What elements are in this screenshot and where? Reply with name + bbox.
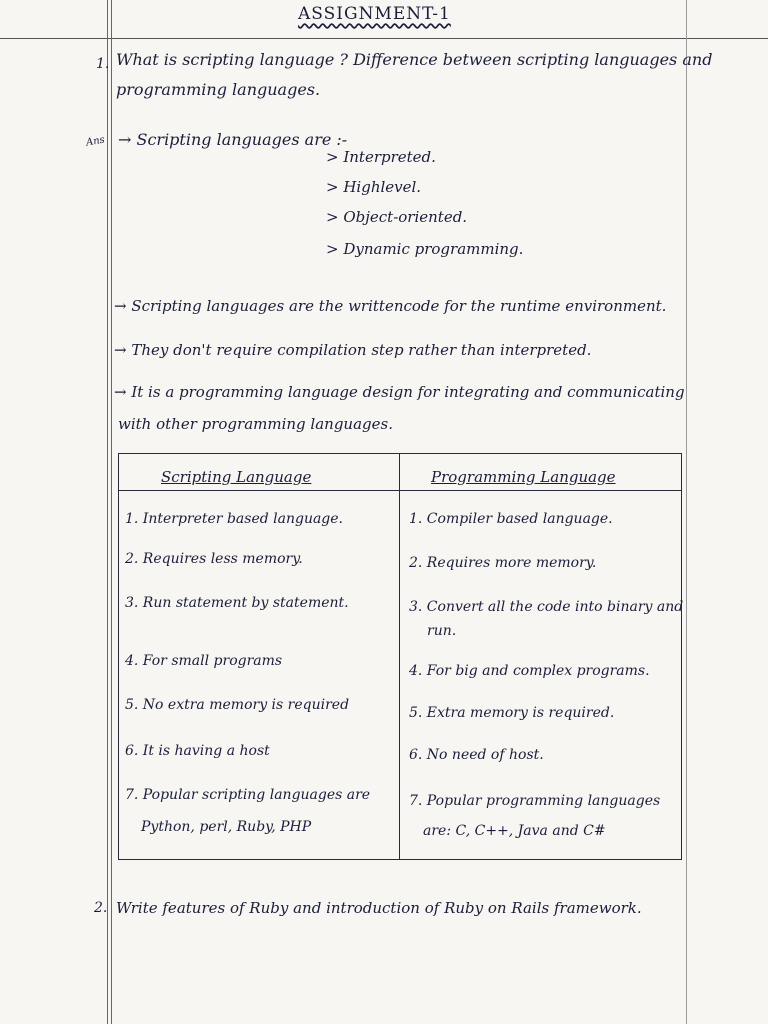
point-2: → They don't require compilation step rather than interpreted. — [114, 341, 592, 359]
bullet-interpreted: > Interpreted. — [326, 148, 436, 166]
intro-line: → Scripting languages are :- — [118, 130, 348, 149]
left-row-1: 1. Interpreter based language. — [125, 511, 344, 527]
table-column-divider — [399, 454, 400, 859]
right-row-7: 7. Popular programming languages — [409, 793, 661, 809]
bullet-highlevel: > Highlevel. — [326, 178, 422, 196]
header-scripting: Scripting Language — [161, 468, 312, 486]
question-1-line-1: What is scripting language ? Difference between scripting languages and — [116, 50, 713, 69]
right-row-2: 2. Requires more memory. — [409, 555, 597, 571]
question-1-line-2: programming languages. — [116, 80, 321, 99]
table-header-divider — [119, 490, 681, 491]
point-3: → It is a programming language design for integrating and communicating — [114, 383, 685, 401]
left-row-7-continued: Python, perl, Ruby, PHP — [141, 819, 312, 835]
left-row-2: 2. Requires less memory. — [125, 551, 303, 567]
left-row-5: 5. No extra memory is required — [125, 697, 350, 713]
question-2-number: 2. — [94, 900, 108, 916]
point-1: → Scripting languages are the writtencode for the runtime environment. — [114, 297, 667, 315]
left-row-4: 4. For small programs — [125, 653, 283, 669]
top-rule — [0, 38, 768, 39]
left-row-3: 3. Run statement by statement. — [125, 595, 349, 611]
right-row-1: 1. Compiler based language. — [409, 511, 613, 527]
question-1-number: 1. — [96, 56, 110, 72]
right-row-3-continued: run. — [427, 623, 457, 639]
bullet-object-oriented: > Object-oriented. — [326, 208, 468, 226]
right-row-5: 5. Extra memory is required. — [409, 705, 615, 721]
point-3-continued: with other programming languages. — [118, 415, 393, 433]
left-row-6: 6. It is having a host — [125, 743, 270, 759]
page-right-edge — [686, 0, 687, 1024]
bullet-dynamic: > Dynamic programming. — [326, 240, 524, 258]
page-title: ASSIGNMENT-1 — [298, 4, 451, 24]
right-row-3: 3. Convert all the code into binary and — [409, 599, 684, 615]
margin-line — [107, 0, 108, 1024]
answer-tag: Ans — [85, 134, 106, 149]
left-row-7: 7. Popular scripting languages are — [125, 787, 371, 803]
right-row-4: 4. For big and complex programs. — [409, 663, 650, 679]
right-row-7-continued: are: C, C++, Java and C# — [423, 823, 606, 839]
right-row-6: 6. No need of host. — [409, 747, 544, 763]
comparison-table — [118, 453, 682, 860]
margin-line-inner — [111, 0, 112, 1024]
question-2-text: Write features of Ruby and introduction of Ruby on Rails framework. — [116, 899, 642, 917]
header-programming: Programming Language — [431, 468, 616, 486]
